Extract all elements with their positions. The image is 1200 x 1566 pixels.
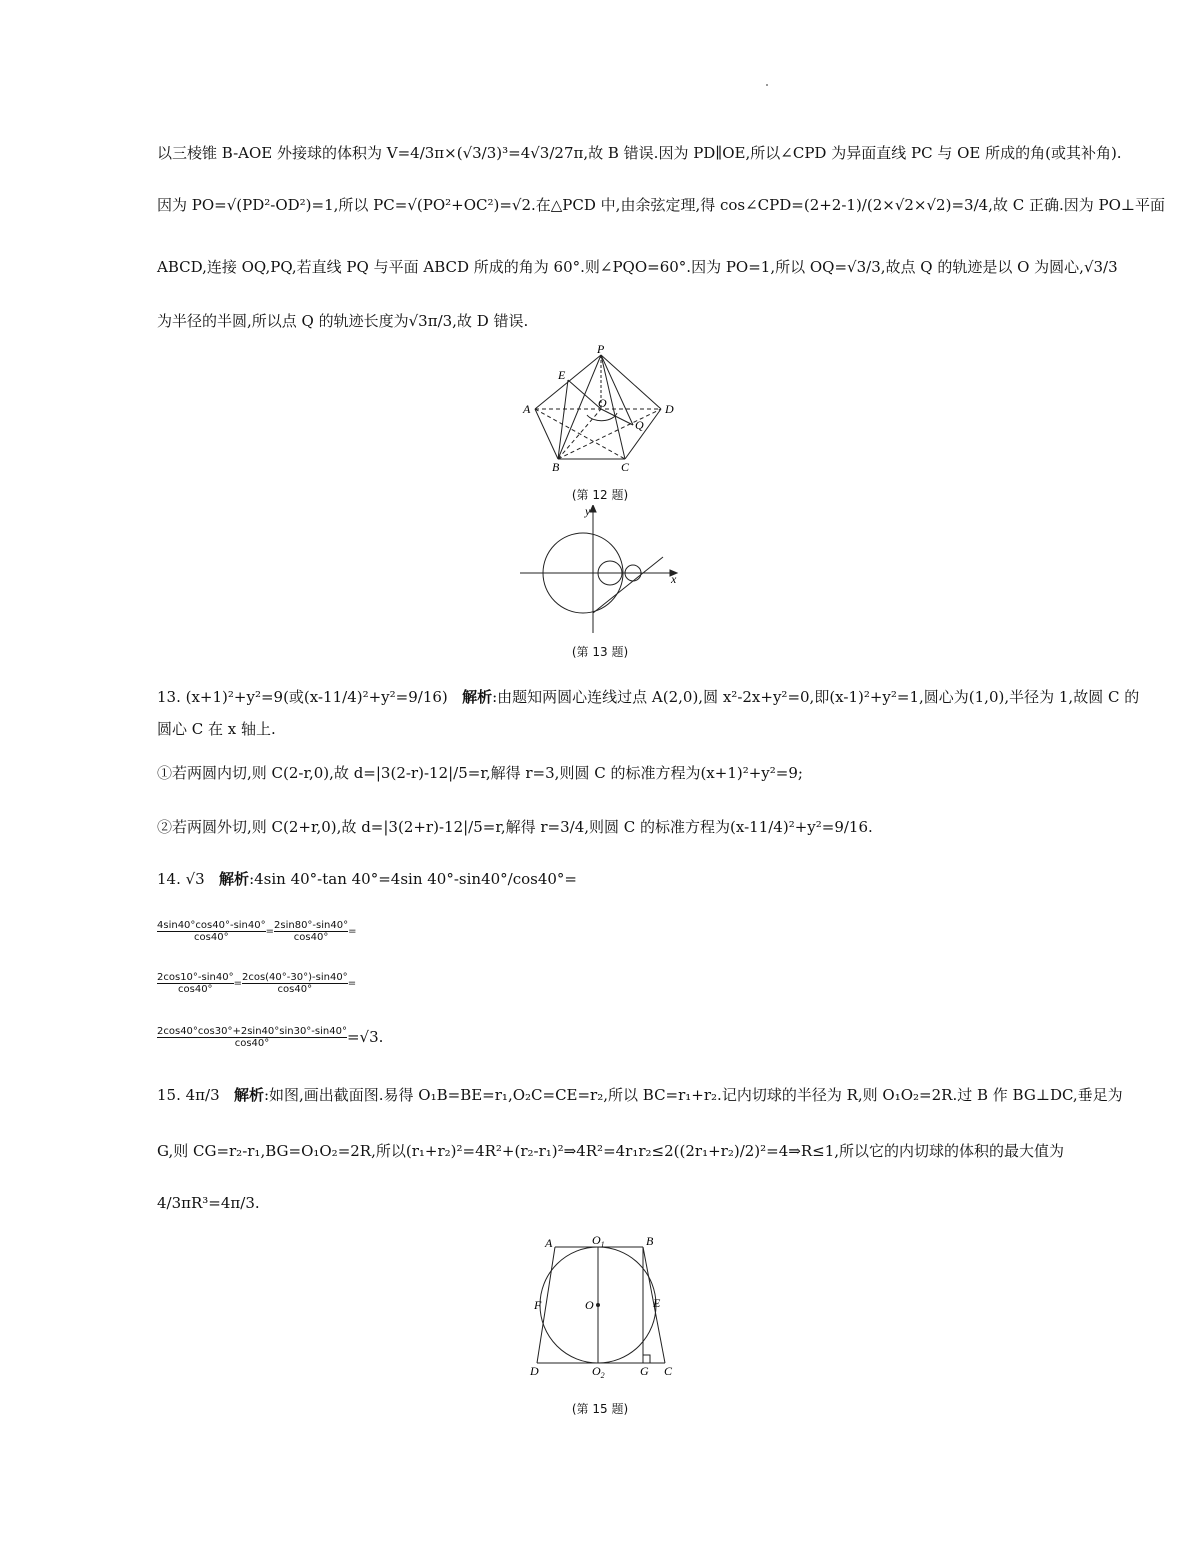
caption-fig15: (第 15 题) bbox=[571, 1402, 629, 1416]
label-O2: $O_2$ bbox=[592, 1364, 605, 1380]
label-y: y bbox=[585, 505, 591, 518]
page-mark bbox=[766, 84, 768, 86]
label-Q: Q bbox=[635, 418, 644, 432]
label-x: x bbox=[671, 572, 677, 586]
p14-step-1: $\frac{4\sin 40^\circ\cos 40^\circ-\sin 40^\circ}{\cos 40^\circ}$ = $\frac{2\sin 80^\circ-\sin 40^\circ}{\cos 40^\circ}$ = bbox=[157, 920, 357, 943]
p13-head: 13. (x+1)²+y²=9(或(x-11/4)²+y²=9/16) 解析:由题知两圆心连线过点 A(2,0),圆 x²-2x+y²=0,即(x-1)²+y²=1,圆心为(1,0),半径为 1,故圆 C 的 bbox=[157, 688, 1140, 706]
label-G: G bbox=[640, 1364, 649, 1378]
p12-line-4: 为半径的半圆,所以点 Q 的轨迹长度为√3π/3,故 D 错误. bbox=[157, 312, 529, 330]
label-A: A bbox=[545, 1236, 553, 1250]
figure-12-svg bbox=[515, 345, 690, 475]
label-F: F bbox=[534, 1298, 542, 1312]
p15-line-3: 4/3πR³=4π/3. bbox=[157, 1194, 260, 1212]
label-A: A bbox=[523, 402, 531, 416]
label-B: B bbox=[552, 460, 560, 474]
p12-line-1: 以三棱锥 B-AOE 外接球的体积为 V=4/3π×(√3/3)³=4√3/27π,故 B 错误.因为 PD∥OE,所以∠CPD 为异面直线 PC 与 OE 所成的角(或其补角). bbox=[157, 144, 1122, 162]
label-O: O bbox=[585, 1298, 594, 1312]
label-C: C bbox=[664, 1364, 673, 1378]
label-B: B bbox=[646, 1235, 654, 1248]
label-D: D bbox=[530, 1364, 539, 1378]
p12-line-2: 因为 PO=√(PD²-OD²)=1,所以 PC=√(PO²+OC²)=√2.在△PCD 中,由余弦定理,得 cos∠CPD=(2+2-1)/(2×√2×√2)=3/4,故 C 正确.因为 PO⊥平面 bbox=[157, 196, 1165, 214]
figure-15 bbox=[525, 1235, 685, 1389]
caption-fig13: (第 13 题) bbox=[571, 645, 629, 659]
p12-line-3: ABCD,连接 OQ,PQ,若直线 PQ 与平面 ABCD 所成的角为 60°.则∠PQO=60°.因为 PO=1,所以 OQ=√3/3,故点 Q 的轨迹是以 O 为圆心,√3/3 bbox=[157, 258, 1118, 276]
p13-line-2: 圆心 C 在 x 轴上. bbox=[157, 720, 276, 738]
p15-head: 15. 4π/3 解析:如图,画出截面图.易得 O₁B=BE=r₁,O₂C=CE=r₂,所以 BC=r₁+r₂.记内切球的半径为 R,则 O₁O₂=2R.过 B 作 BG⊥DC,垂足为 bbox=[157, 1086, 1123, 1104]
label-C: C bbox=[621, 460, 630, 474]
label-P: P bbox=[597, 345, 605, 356]
caption-fig12: (第 12 题) bbox=[571, 488, 629, 502]
figure-12 bbox=[515, 345, 690, 479]
figure-13 bbox=[515, 505, 690, 639]
p14-step-3: $\frac{2\cos 40^\circ\cos 30^\circ+2\sin 40^\circ\sin 30^\circ-\sin 40^\circ}{\cos 40^\circ}$ =√3. bbox=[157, 1026, 384, 1049]
label-D: D bbox=[665, 402, 674, 416]
label-O: O bbox=[598, 396, 607, 410]
label-E: E bbox=[558, 368, 566, 382]
p14-step-2: $\frac{2\cos 10^\circ-\sin 40^\circ}{\cos 40^\circ}$ = $\frac{2\cos(40^\circ-30^\circ)-\sin 40^\circ}{\cos 40^\circ}$ = bbox=[157, 972, 357, 995]
p13-case-1: ①若两圆内切,则 C(2-r,0),故 d=|3(2-r)-12|/5=r,解得 r=3,则圆 C 的标准方程为(x+1)²+y²=9; bbox=[157, 764, 803, 782]
label-O1: $O_1$ bbox=[592, 1235, 605, 1249]
figure-15-svg bbox=[525, 1235, 685, 1385]
label-E: E bbox=[653, 1296, 661, 1310]
figure-13-svg bbox=[515, 505, 690, 635]
p15-line-2: G,则 CG=r₂-r₁,BG=O₁O₂=2R,所以(r₁+r₂)²=4R²+(r₂-r₁)²⇒4R²=4r₁r₂≤2((2r₁+r₂)/2)²=4⇒R≤1,所以它的内切球的体积的最大值为 bbox=[157, 1142, 1065, 1160]
p13-case-2: ②若两圆外切,则 C(2+r,0),故 d=|3(2+r)-12|/5=r,解得 r=3/4,则圆 C 的标准方程为(x-11/4)²+y²=9/16. bbox=[157, 818, 873, 836]
p14-head: 14. √3 解析:4sin 40°-tan 40°=4sin 40°-sin40°/cos40°= bbox=[157, 870, 577, 888]
